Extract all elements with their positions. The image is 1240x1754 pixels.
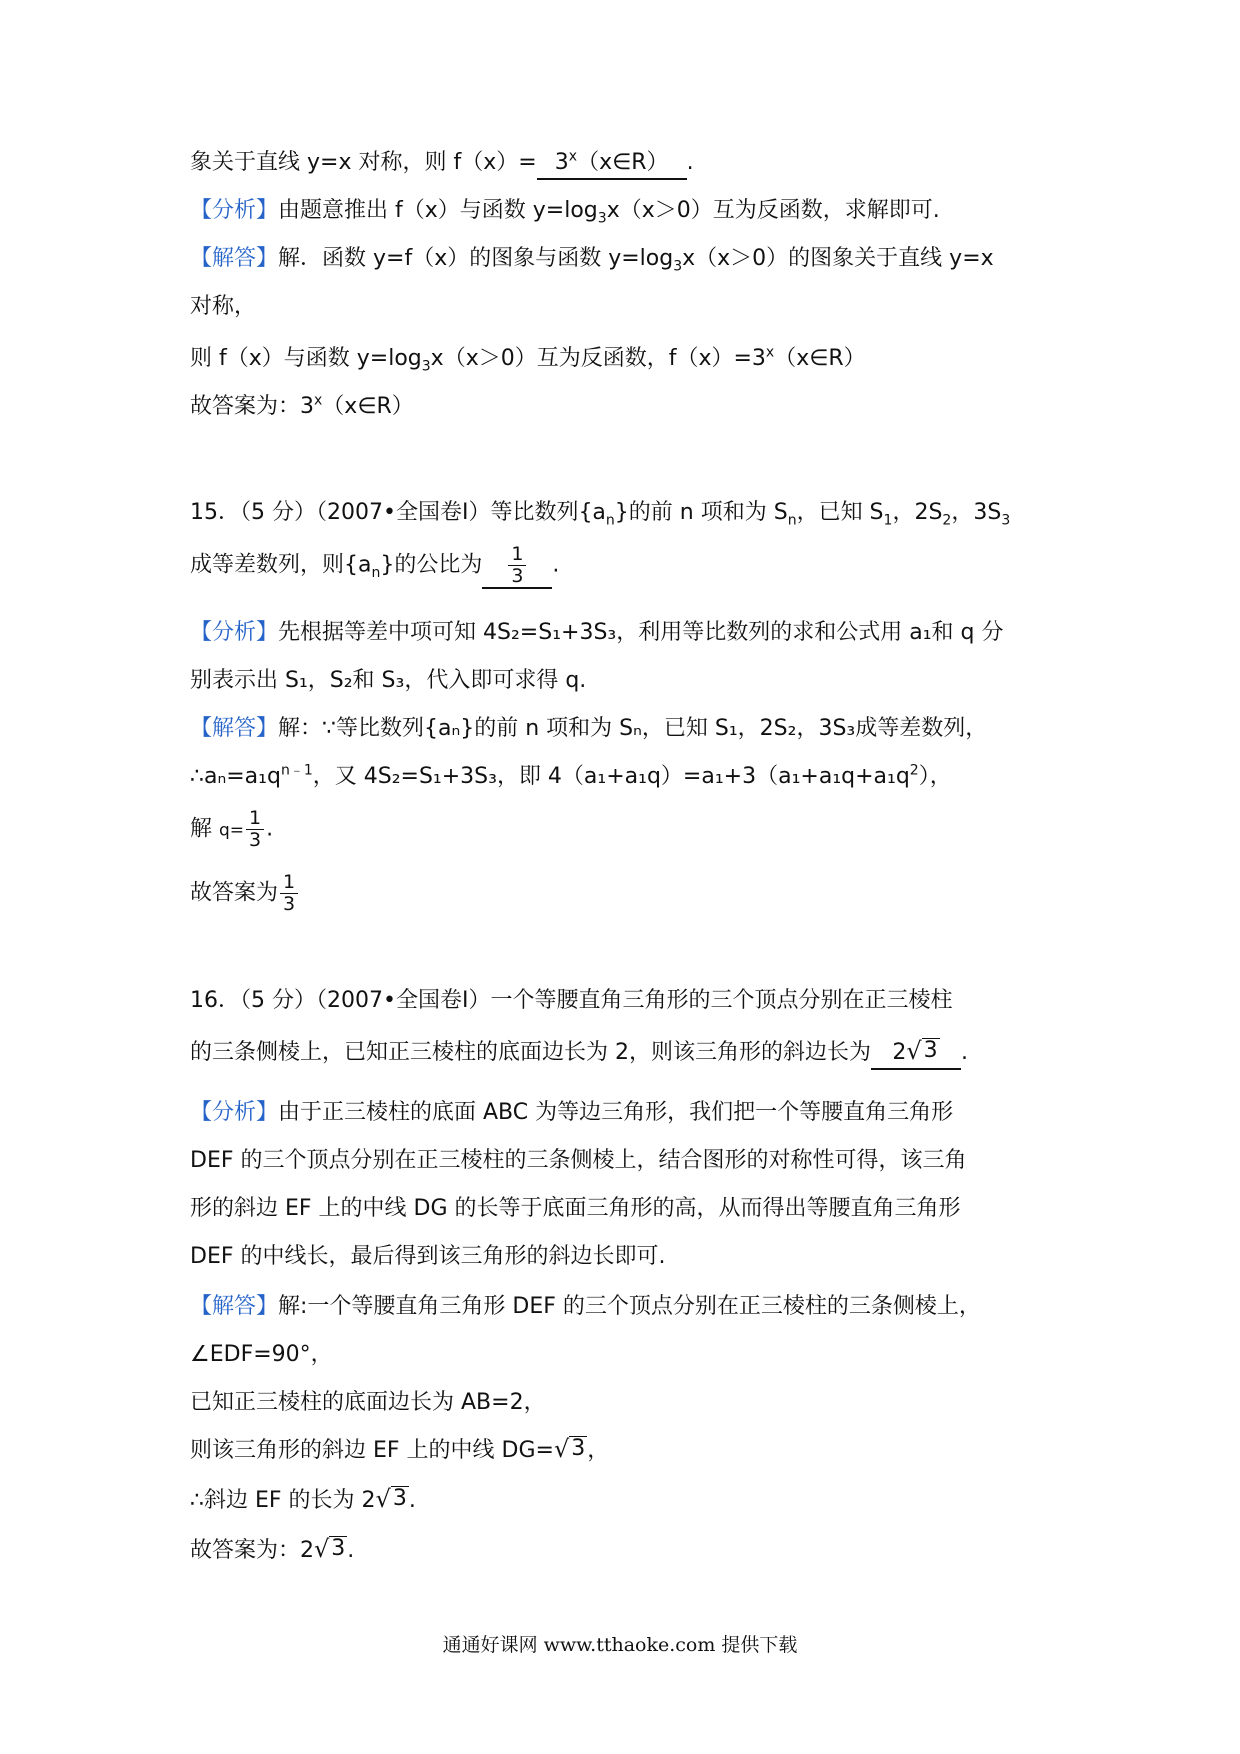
p14-question-text: 象关于直线 y=x 对称，则 f（x）= xyxy=(190,150,537,175)
p15-answer-fraction: $\frac{1}{3}$ xyxy=(508,544,526,587)
p16-question-line-1: 16．（5 分）（2007•全国卷Ⅰ）一个等腰直角三角形的三个顶点分别在正三棱柱 xyxy=(190,988,953,1013)
p14-answer-blank: 3$^x$（x∈R） xyxy=(537,148,687,180)
p15-analysis-line-1: 【分析】先根据等差中项可知 4S₂=S₁+3S₃，利用等比数列的求和公式用 a₁和 q 分 xyxy=(190,620,1004,645)
p14-analysis: 【分析】由题意推出 f（x）与函数 $y=\log_3x(x>0)$互为反函数，求解即可. xyxy=(190,198,940,227)
p16-solution-line-3: 已知正三棱柱的底面边长为 AB=2， xyxy=(190,1390,546,1415)
p14-answer: 故答案为：3$^x$（x∈R） xyxy=(190,392,414,419)
sqrt-symbol: √ 3 xyxy=(906,1037,938,1065)
p16-analysis-line-1: 【分析】由于正三棱柱的底面 ABC 为等边三角形，我们把一个等腰直角三角形 xyxy=(190,1100,954,1125)
p15-answer: 故答案为 $\frac{1}{3}$ xyxy=(190,872,300,915)
analysis-tag: 【分析】 xyxy=(190,620,279,645)
p16-solution-line-1: 【解答】解:一个等腰直角三角形 DEF 的三个顶点分别在正三棱柱的三条侧棱上， xyxy=(190,1294,981,1319)
p16-analysis-line-3: 形的斜边 EF 上的中线 DG 的长等于底面三角形的高，从而得出等腰直角三角形 xyxy=(190,1196,961,1221)
p15-solution-line-1: 【解答】解：∵等比数列{aₙ}的前 n 项和为 Sₙ，已知 S₁，2S₂，3S₃成等差数列， xyxy=(190,716,988,741)
p15-final-fraction: $\frac{1}{3}$ xyxy=(280,872,298,915)
p16-solution-line-2: ∠EDF=90°， xyxy=(190,1342,333,1367)
analysis-tag: 【分析】 xyxy=(190,1100,279,1125)
p16-solution-line-5: ∴斜边 EF 的长为 2 √ 3 . xyxy=(190,1485,416,1513)
p16-solution-line-4: 则该三角形的斜边 EF 上的中线 DG= √ 3 ， xyxy=(190,1435,610,1463)
p15-question-line-1: 15．（5 分）（2007•全国卷Ⅰ）等比数列$\{a_n\}$的前 n 项和为 $S_n$，已知 $S_1$，$2S_2$，$3S_3$ xyxy=(190,500,1011,529)
p14-solution-line-2: 对称， xyxy=(190,294,257,319)
p16-answer-blank: 2 √ 3 xyxy=(871,1038,961,1070)
p15-solution-line-2: $\therefore a_n=a_1q^{n﹣1}$，又 4S₂=S₁+3S₃，即 $4(a_1+a_1q)=a_1+3(a_1+a_1q+a_1q^2)$， xyxy=(190,762,952,789)
p15-solution-line-3: 解 q= $\frac{1}{3}$ . xyxy=(190,807,274,851)
p14-solution-line-1: 【解答】解．函数 y=f（x）的图象与函数 $y=\log_3x(x>0)$的图象关于直线 y=x xyxy=(190,246,994,275)
p15-analysis-line-2: 别表示出 S₁，S₂和 S₃，代入即可求得 q. xyxy=(190,668,587,693)
p14-question-line: 象关于直线 y=x 对称，则 $f(x)= 3^x(x\in R)$ . xyxy=(190,148,694,180)
p15-q-fraction: $\frac{1}{3}$ xyxy=(246,808,264,851)
p16-question-line-2: 的三条侧棱上，已知正三棱柱的底面边长为 2，则该三角形的斜边长为 2 √ 3 . xyxy=(190,1038,968,1070)
sqrt-symbol: √ 3 xyxy=(314,1535,346,1563)
p14-solution-line-3: 则 f（x）与函数 $y=\log_3x(x>0)$互为反函数，$f(x)=3^x(x\in R)$ xyxy=(190,344,866,375)
p15-question-line-2: 成等差数列，则$\{a_n\}$的公比为 $\frac{1}{3}$ . xyxy=(190,543,560,587)
solution-tag: 【解答】 xyxy=(190,246,279,271)
analysis-tag: 【分析】 xyxy=(190,198,279,223)
solution-tag: 【解答】 xyxy=(190,1294,279,1319)
solution-tag: 【解答】 xyxy=(190,716,279,741)
p16-analysis-line-4: DEF 的中线长，最后得到该三角形的斜边长即可. xyxy=(190,1244,666,1269)
sqrt-symbol: √ 3 xyxy=(375,1485,407,1513)
p15-answer-blank xyxy=(482,544,552,589)
p16-answer: 故答案为：2 √ 3 . xyxy=(190,1535,355,1563)
page-footer: 通通好课网 www.tthaoke.com 提供下载 xyxy=(442,1634,798,1656)
p16-analysis-line-2: DEF 的三个顶点分别在正三棱柱的三条侧棱上，结合图形的对称性可得，该三角 xyxy=(190,1148,967,1173)
sqrt-symbol: √ 3 xyxy=(553,1435,586,1463)
